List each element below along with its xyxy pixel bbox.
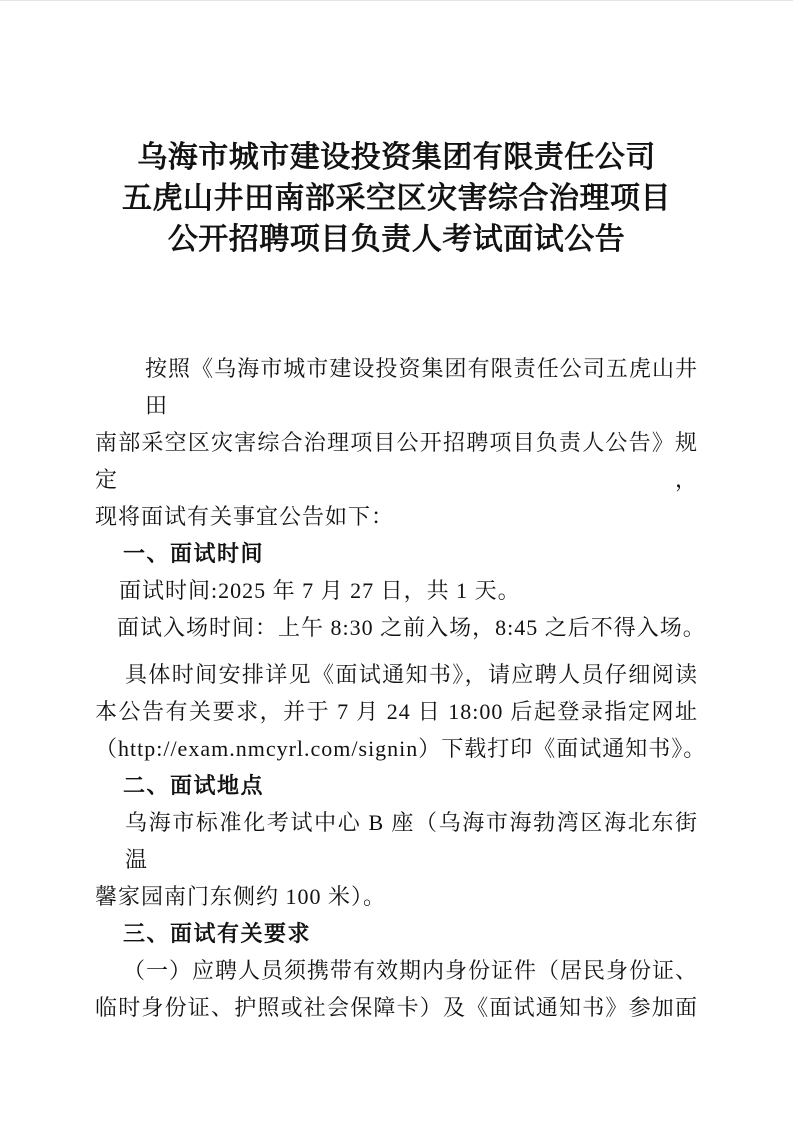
document-body xyxy=(95,350,707,1026)
body-text-line: 具体时间安排详见《面试通知书》，请应聘人员仔细阅读 xyxy=(125,662,698,687)
notice-download xyxy=(95,656,707,767)
section-heading-line: 二、面试地点 xyxy=(123,773,265,798)
requirement-1 xyxy=(95,952,698,1026)
interview-date xyxy=(95,572,698,609)
body-text-line: 临时身份证、护照或社会保障卡）及《面试通知书》参加面 xyxy=(95,995,698,1020)
title-line: 公开招聘项目负责人考试面试公告 xyxy=(167,223,626,256)
entry-time xyxy=(95,609,706,646)
interview-location xyxy=(95,804,698,915)
section-heading-line: 三、面试有关要求 xyxy=(123,921,312,946)
body-text-line: 乌海市标准化考试中心 B 座（乌海市海勃湾区海北东街温 xyxy=(125,810,698,872)
section-1-heading xyxy=(95,535,698,572)
body-text-line: 面试入场时间：上午 8:30 之前入场，8:45 之后不得入场。 xyxy=(117,615,706,640)
section-heading-line: 一、面试时间 xyxy=(123,541,265,566)
body-text-line: 南部采空区灾害综合治理项目公开招聘项目负责人公告》规定， xyxy=(95,430,698,492)
body-text-line: 现将面试有关事宜公告如下： xyxy=(95,504,395,529)
document-title xyxy=(95,137,698,260)
body-text-line: 面试时间:2025 年 7 月 27 日，共 1 天。 xyxy=(119,578,521,603)
intro-paragraph xyxy=(95,350,698,535)
body-text-line: 馨家园南门东侧约 100 米）。 xyxy=(95,884,387,909)
body-text-line: 本公告有关要求，并于 7 月 24 日 18:00 后起登录指定网址 xyxy=(95,699,698,724)
title-line: 乌海市城市建设投资集团有限责任公司 xyxy=(137,141,656,174)
section-2-heading xyxy=(95,767,698,804)
body-text-line: （一）应聘人员须携带有效期内身份证件（居民身份证、 xyxy=(123,958,699,983)
body-text-line: 按照《乌海市城市建设投资集团有限责任公司五虎山井田 xyxy=(145,356,698,418)
title-line: 五虎山井田南部采空区灾害综合治理项目 xyxy=(122,182,671,215)
body-text-line: （http://exam.nmcyrl.com/signin）下载打印《面试通知书》。 xyxy=(95,736,707,761)
section-3-heading xyxy=(95,915,698,952)
